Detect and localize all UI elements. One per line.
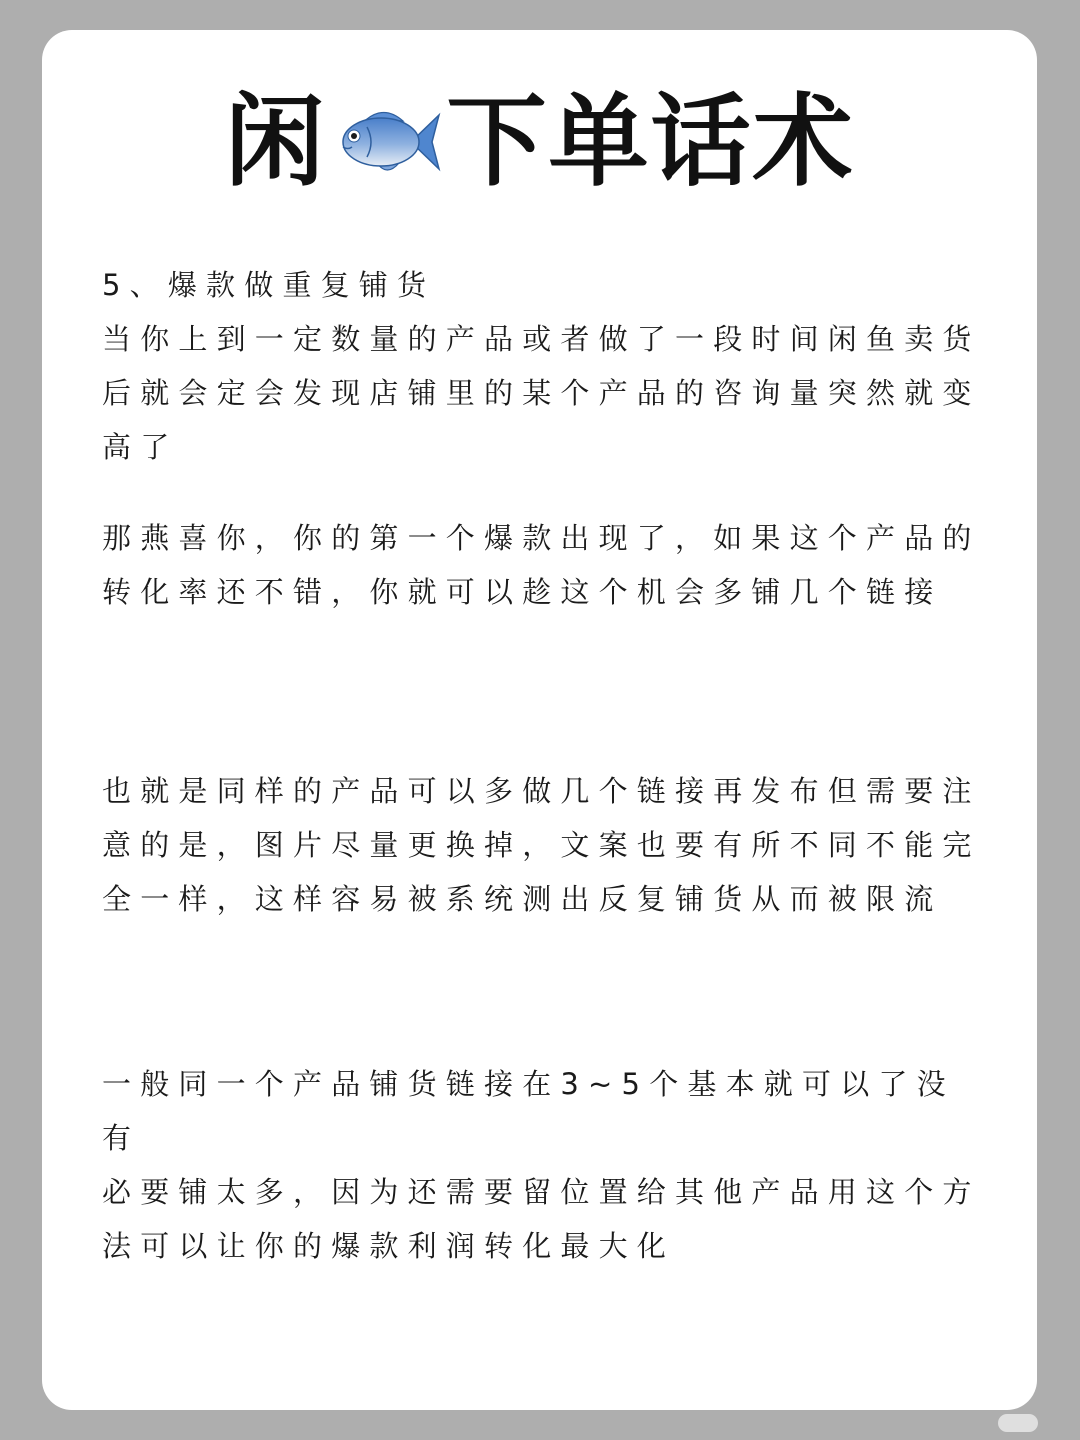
title-text-end: 下单话术: [446, 83, 855, 200]
page-title: [42, 82, 1037, 202]
title-text-start: 闲: [224, 83, 327, 200]
fish-icon: [337, 105, 441, 179]
content-card: [42, 30, 1037, 1410]
section-heading: 5、爆款做重复铺货: [102, 268, 436, 302]
paragraph-1: 当你上到一定数量的产品或者做了一段时间闲鱼卖货 后就会定会发现店铺里的某个产品的咨询量突然就变 高了: [102, 322, 981, 464]
paragraph-2: 那燕喜你，你的第一个爆款出现了，如果这个产品的 转化率还不错，你就可以趁这个机会多铺几个链接: [102, 521, 981, 609]
paragraph-3: 也就是同样的产品可以多做几个链接再发布但需要注 意的是，图片尽量更换掉，文案也要有所不同不能完 全一样，这样容易被系统测出反复铺货从而被限流: [102, 774, 981, 916]
paragraph-4: 一般同一个产品铺货链接在3~5个基本就可以了没有 必要铺太多，因为还需要留位置给其他产品用这个方 法可以让你的爆款利润转化最大化: [102, 1067, 981, 1263]
watermark-badge: [998, 1414, 1038, 1432]
